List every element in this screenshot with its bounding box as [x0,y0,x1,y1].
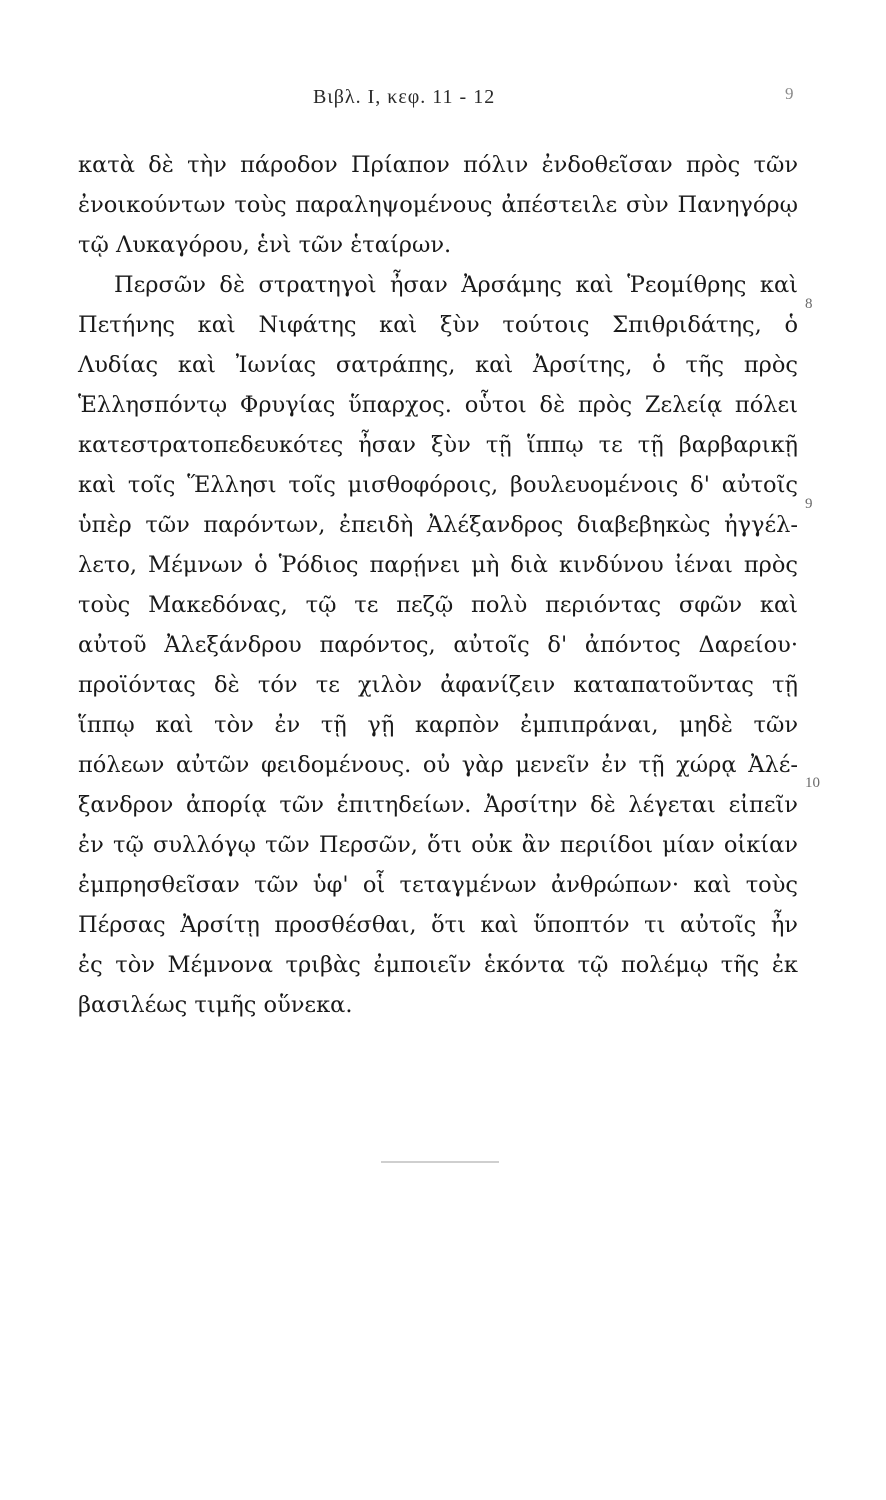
text-line: τῷ Λυκαγόρου, ἑνὶ τῶν ἑταίρων. [78,232,452,258]
text-line: Πετήνης καὶ Νιφάτης καὶ ξὺν τούτοις Σπιθριδάτης, ὁ [78,312,798,338]
text-line: ἐμπρησθεῖσαν τῶν ὑφ' οἷ τεταγμένων ἀνθρώπων· καὶ τοὺς [78,872,798,898]
page-number: 9 [785,84,794,103]
text-line: ἐς τὸν Μέμνονα τριβὰς ἐμποιεῖν ἑκόντα τῷ πολέμῳ τῆς ἐκ [78,952,798,978]
text-line: λετο, Μέμνων ὁ Ῥόδιος παρῄνει μὴ διὰ κινδύνου ἰέναι πρὸς [78,552,798,578]
text-line: ἐν τῷ συλλόγῳ τῶν Περσῶν, ὅτι οὐκ ἂν περιίδοι μίαν οἰκίαν [78,832,798,858]
text-line: Ἑλλησπόντῳ Φρυγίας ὕπαρχος. οὗτοι δὲ πρὸς Ζελείᾳ πόλει [78,392,798,418]
text-line: Πέρσας Ἀρσίτῃ προσθέσθαι, ὅτι καὶ ὕποπτόν τι αὐτοῖς ἦν [78,912,798,938]
text-line: Περσῶν δὲ στρατηγοὶ ἦσαν Ἀρσάμης καὶ Ῥεομίθρης καὶ [114,272,798,298]
text-line: αὐτοῦ Ἀλεξάνδρου παρόντος, αὐτοῖς δ' ἀπόντος Δαρείου· [78,632,798,658]
running-head: Βιβλ. I, κεφ. 11 - 12 [313,86,496,108]
margin-section-number: 10 [805,775,820,791]
text-line: ἵππῳ καὶ τὸν ἐν τῇ γῇ καρπὸν ἐμπιπράναι, μηδὲ τῶν [78,712,798,738]
text-line: βασιλέως τιμῆς οὕνεκα. [78,992,353,1018]
margin-section-number: 8 [805,296,813,312]
text-line: κατεστρατοπεδευκότες ἦσαν ξὺν τῇ ἵππῳ τε τῇ βαρβαρικῇ [78,432,798,458]
margin-section-number: 9 [805,496,813,512]
text-line: προϊόντας δὲ τόν τε χιλὸν ἀφανίζειν καταπατοῦντας τῇ [78,672,798,698]
text-line: τοὺς Μακεδόνας, τῷ τε πεζῷ πολὺ περιόντας σφῶν καὶ [78,592,798,618]
text-line: κατὰ δὲ τὴν πάροδον Πρίαπον πόλιν ἐνδοθεῖσαν πρὸς τῶν [78,152,798,178]
text-block [78,145,798,1025]
text-line: ξανδρον ἀπορίᾳ τῶν ἐπιτηδείων. Ἀρσίτην δὲ λέγεται εἰπεῖν [78,792,798,818]
section-divider [381,1161,499,1163]
text-line: καὶ τοῖς Ἕλλησι τοῖς μισθοφόροις, βουλευομένοις δ' αὐτοῖς [78,472,798,498]
text-line: Λυδίας καὶ Ἰωνίας σατράπης, καὶ Ἀρσίτης, ὁ τῆς πρὸς [78,352,798,378]
text-line: πόλεων αὐτῶν φειδομένους. οὐ γὰρ μενεῖν ἐν τῇ χώρᾳ Ἀλέ- [78,752,798,778]
text-line: ἐνοικούντων τοὺς παραληψομένους ἀπέστειλε σὺν Πανηγόρῳ [78,192,798,218]
text-line: ὑπὲρ τῶν παρόντων, ἐπειδὴ Ἀλέξανδρος διαβεβηκὼς ἠγγέλ- [78,512,798,538]
